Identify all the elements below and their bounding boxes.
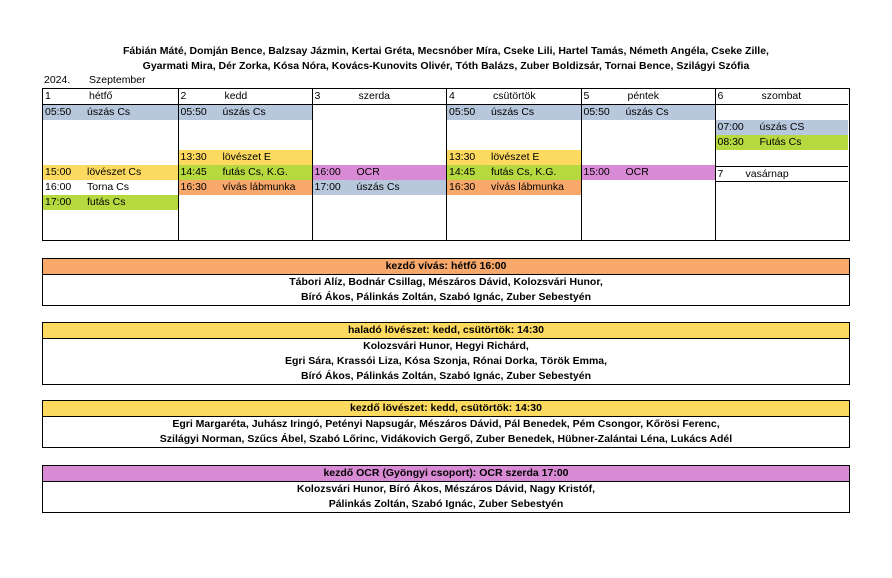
day-name: hétfő	[89, 90, 113, 102]
day-header	[582, 89, 715, 105]
entry-time: 05:50	[45, 106, 72, 118]
schedule-entry	[179, 105, 312, 120]
schedule-entry	[313, 180, 447, 195]
day-number: 6	[717, 90, 724, 102]
entry-activity: úszás CS	[759, 121, 805, 133]
group-members-line: Pálinkás Zoltán, Szabó Ignác, Zuber Sebestyén	[328, 498, 564, 510]
entry-activity: úszás Cs	[625, 106, 669, 118]
group-title: kezdő OCR (Gyöngyi csoport): OCR szerda 17:00	[43, 466, 849, 482]
entry-time: 15:00	[583, 166, 610, 178]
day-column-kedd	[178, 89, 312, 240]
entry-activity: Futás Cs	[759, 136, 802, 148]
schedule-entry	[716, 120, 849, 135]
day-name: vasárnap	[745, 168, 789, 180]
month-label: Szeptember	[89, 74, 146, 86]
group-members-line: Egri Sára, Krassói Liza, Kósa Szonja, Rónai Dorka, Török Emma,	[284, 355, 608, 367]
schedule-entry	[447, 105, 581, 120]
entry-activity: lövészet E	[222, 151, 271, 163]
entry-time: 05:50	[449, 106, 476, 118]
day-number: 1	[45, 90, 51, 102]
day-column-szerda	[312, 89, 447, 240]
group-title: kezdő vívás: hétfő 16:00	[43, 259, 849, 275]
entry-time: 15:00	[45, 166, 72, 178]
day-column-péntek	[581, 89, 715, 240]
group-box	[42, 400, 850, 448]
entry-activity: futás Cs	[87, 196, 126, 208]
entry-time: 05:50	[180, 106, 207, 118]
entry-activity: Torna Cs	[87, 181, 130, 193]
names-line-1: Fábián Máté, Domján Bence, Balzsay Jázmin, Kertai Gréta, Mecsnóber Míra, Cseke Lili, Hartel Tamás, Németh Angéla, Cseke Zille,	[123, 45, 769, 57]
schedule-entry	[43, 165, 178, 180]
group-members-line: Szilágyi Norman, Szűcs Ábel, Szabó Lőrinc, Vidákovich Gergő, Zuber Benedek, Hübner-Zalántai Léna, Lukács Adél	[159, 433, 733, 445]
schedule-entry	[179, 180, 312, 195]
entry-time: 16:30	[449, 181, 476, 193]
entry-activity: vívás lábmunka	[491, 181, 564, 193]
schedule-entry	[447, 180, 581, 195]
entry-time: 07:00	[717, 121, 744, 133]
sunday-header	[716, 166, 849, 182]
entry-time: 13:30	[180, 151, 207, 163]
schedule-entry	[582, 105, 715, 120]
entry-time: 05:50	[583, 106, 610, 118]
schedule-entry	[313, 165, 447, 180]
day-column-csütörtök	[446, 89, 581, 240]
schedule-entry	[447, 165, 581, 180]
group-box	[42, 322, 850, 385]
entry-time: 14:45	[180, 166, 207, 178]
weekly-calendar	[42, 88, 850, 241]
day-name: kedd	[224, 90, 248, 102]
group-members-line: Kolozsvári Hunor, Hegyi Richárd,	[363, 340, 529, 352]
entry-time: 08:30	[717, 136, 744, 148]
names-line-2: Gyarmati Mira, Dér Zorka, Kósa Nóra, Kovács-Kunovits Olivér, Tóth Balázs, Zuber Boldizsár, Tornai Bence, Szilágyi Szófia	[142, 60, 750, 72]
entry-activity: úszás Cs	[87, 106, 131, 118]
day-name: szerda	[358, 90, 391, 102]
group-members-line: Egri Margaréta, Juhász Iringó, Petényi Napsugár, Mészáros Dávid, Pál Benedek, Pém Csongor, Kőrösi Ferenc,	[172, 418, 720, 430]
day-number: 4	[449, 90, 455, 102]
entry-activity: futás Cs, K.G.	[222, 166, 288, 178]
group-members-line: Bíró Ákos, Pálinkás Zoltán, Szabó Ignác, Zuber Sebestyén	[301, 370, 591, 382]
day-header	[43, 89, 178, 105]
year-label: 2024.	[44, 74, 71, 86]
entry-activity: úszás Cs	[222, 106, 266, 118]
group-members-line: Tábori Alíz, Bodnár Csillag, Mészáros Dávid, Kolozsvári Hunor,	[289, 276, 603, 288]
schedule-entry	[179, 150, 312, 165]
entry-activity: OCR	[625, 166, 649, 178]
entry-activity: lövészet E	[491, 151, 540, 163]
entry-activity: úszás Cs	[356, 181, 400, 193]
group-members-line: Kolozsvári Hunor, Bíró Ákos, Mészáros Dávid, Nagy Kristóf,	[296, 483, 596, 495]
group-box	[42, 465, 850, 513]
schedule-entry	[179, 165, 312, 180]
day-header	[716, 89, 849, 105]
entry-time: 16:00	[314, 166, 341, 178]
entry-activity: lövészet Cs	[87, 166, 142, 178]
schedule-entry	[582, 165, 715, 180]
group-title: haladó lövészet: kedd, csütörtök: 14:30	[43, 323, 849, 339]
day-header	[179, 89, 312, 105]
day-name: péntek	[627, 90, 660, 102]
day-name: szombat	[761, 90, 802, 102]
day-name: csütörtök	[493, 90, 536, 102]
entry-time: 14:45	[449, 166, 476, 178]
group-members-line: Bíró Ákos, Pálinkás Zoltán, Szabó Ignác, Zuber Sebestyén	[301, 291, 591, 303]
day-column-szombat	[715, 89, 849, 240]
entry-time: 16:00	[45, 181, 72, 193]
schedule-entry	[447, 150, 581, 165]
schedule-entry	[43, 180, 178, 195]
day-number: 7	[717, 168, 724, 180]
schedule-entry	[716, 135, 849, 150]
entry-activity: futás Cs, K.G.	[491, 166, 557, 178]
day-number: 2	[180, 90, 187, 102]
day-header	[313, 89, 447, 105]
day-number: 3	[314, 90, 321, 102]
group-box	[42, 258, 850, 306]
day-number: 5	[583, 90, 590, 102]
schedule-entry	[43, 105, 178, 120]
entry-activity: OCR	[356, 166, 380, 178]
entry-time: 17:00	[314, 181, 341, 193]
entry-time: 13:30	[449, 151, 476, 163]
day-header	[447, 89, 581, 105]
group-title: kezdő lövészet: kedd, csütörtök: 14:30	[43, 401, 849, 417]
entry-time: 16:30	[180, 181, 207, 193]
schedule-entry	[43, 195, 178, 210]
entry-time: 17:00	[45, 196, 72, 208]
entry-activity: úszás Cs	[491, 106, 535, 118]
day-column-hétfő	[43, 89, 178, 240]
entry-activity: vívás lábmunka	[222, 181, 296, 193]
